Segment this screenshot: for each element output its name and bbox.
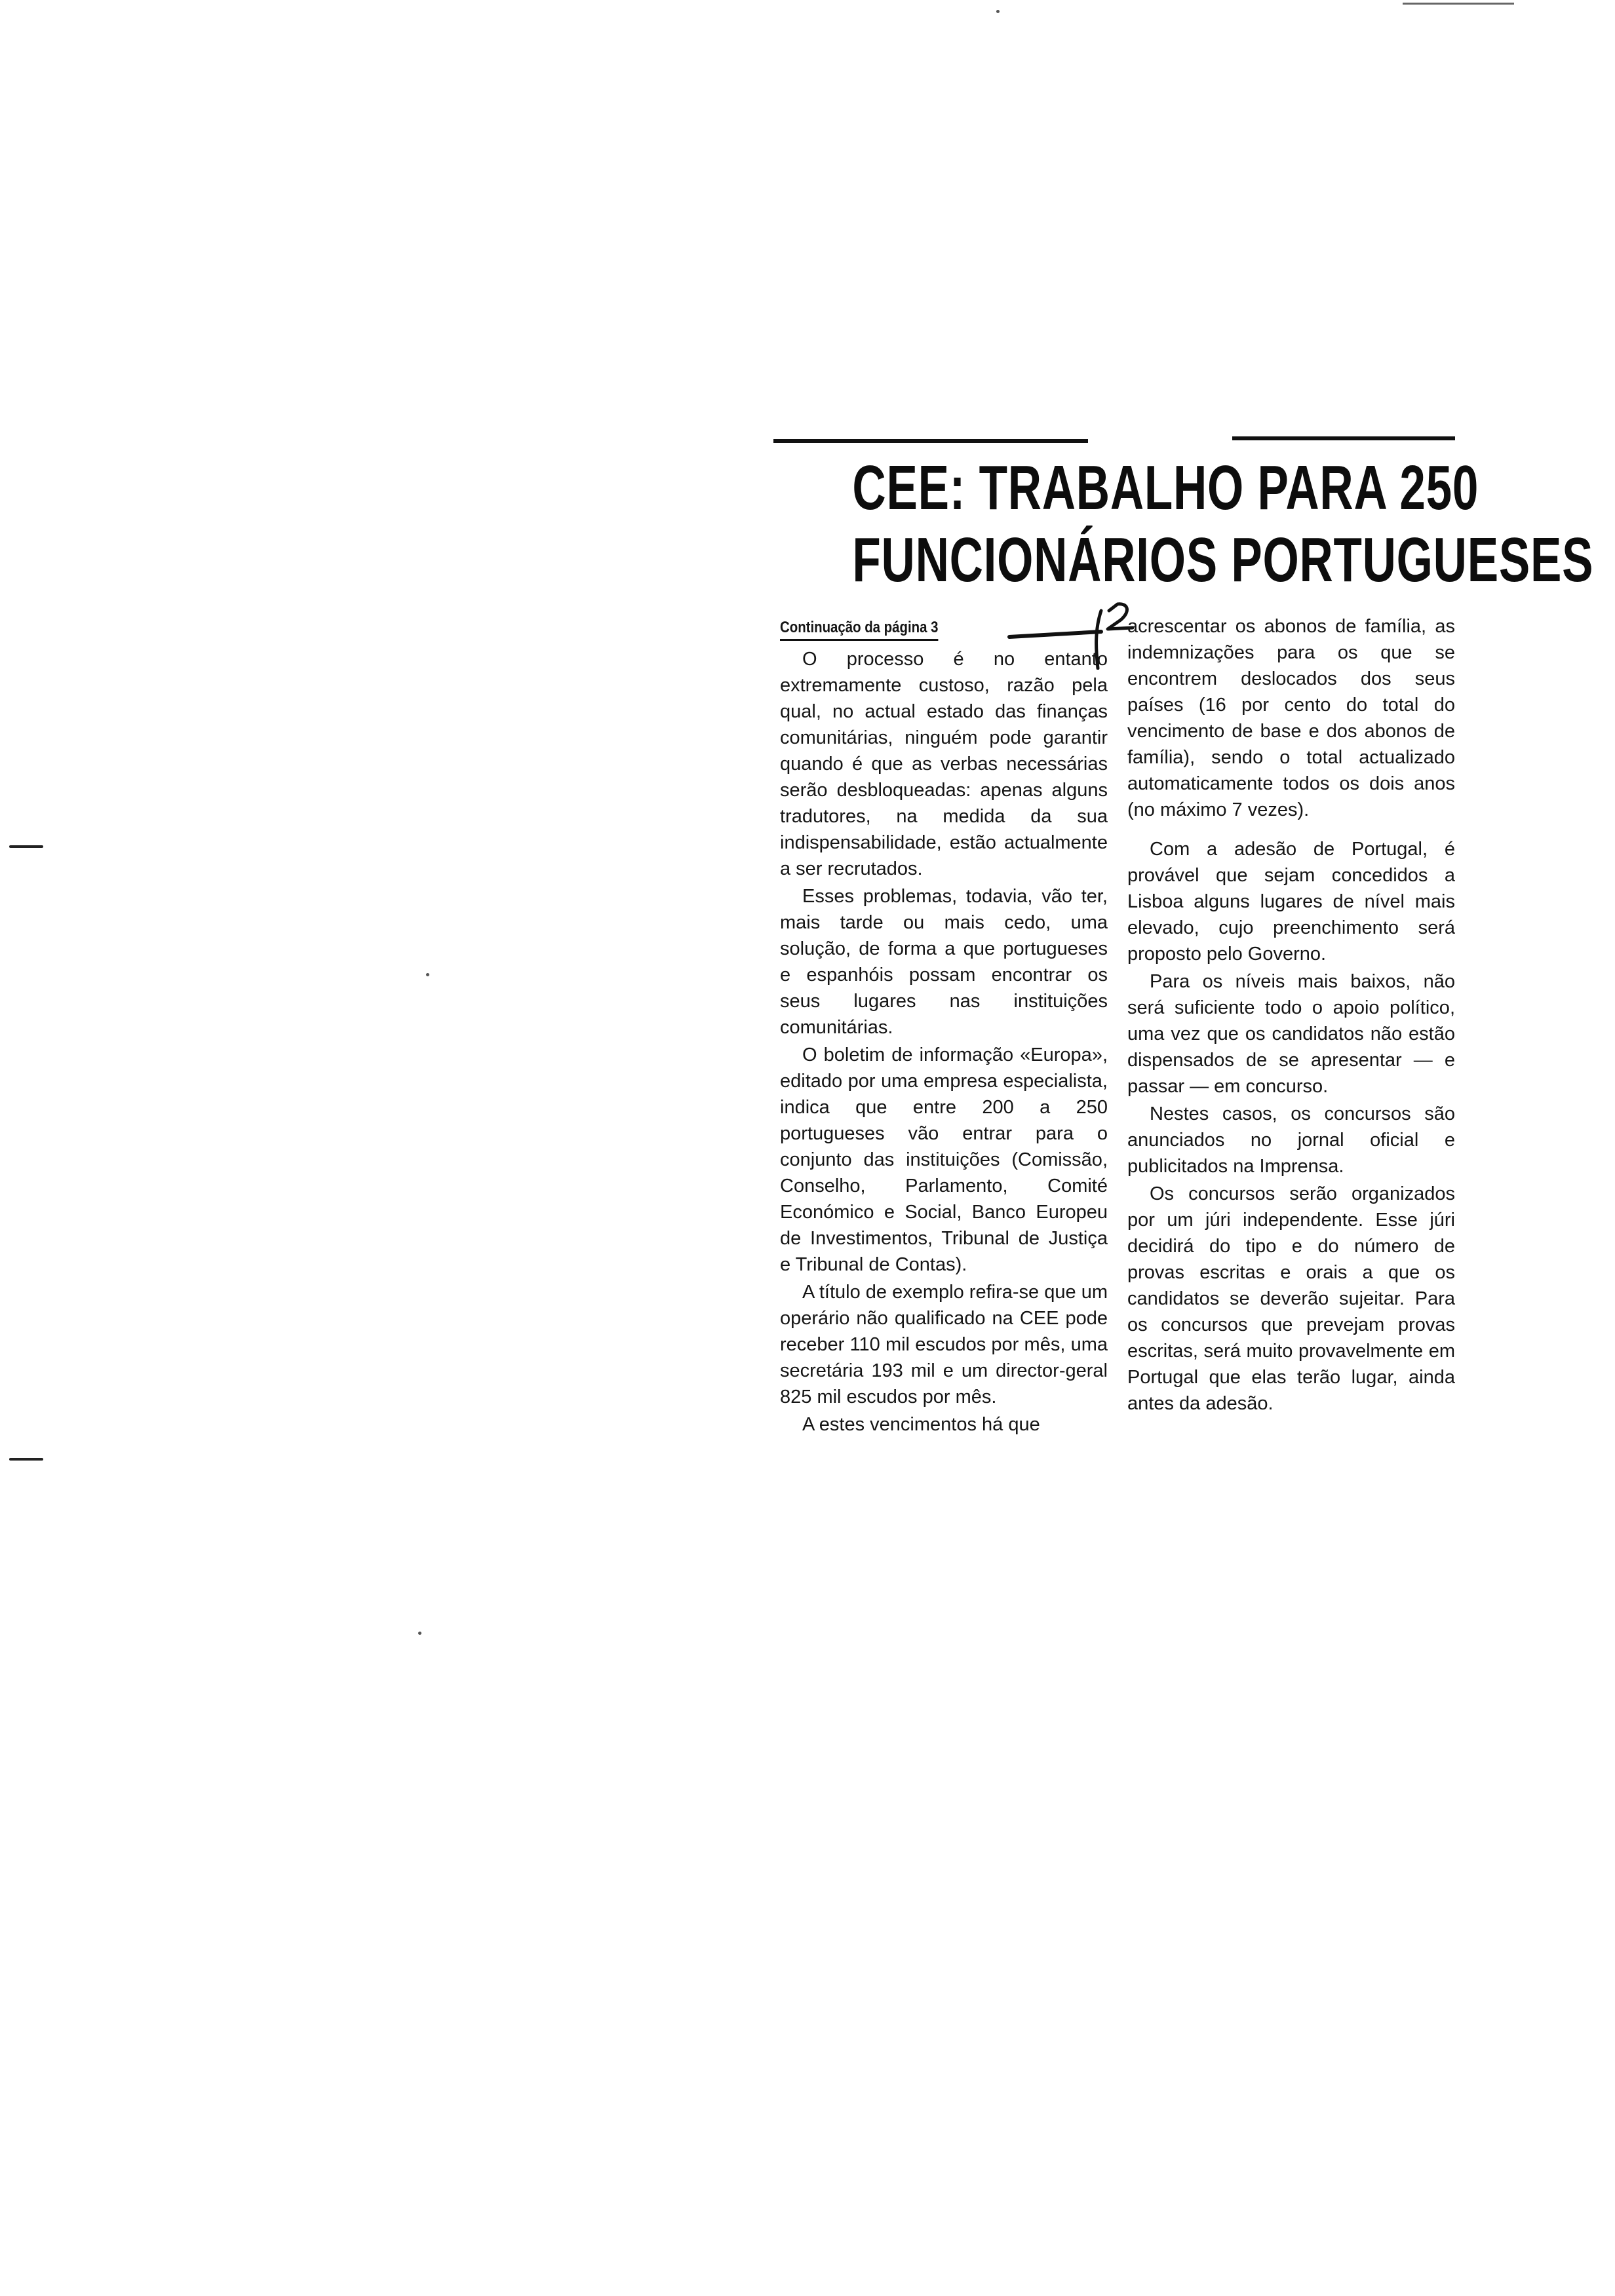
scan-speck (426, 973, 429, 976)
article-paragraph: O processo é no entanto extremamente custoso, razão pela qual, no actual estado das finanças comunitárias, ninguém pode garantir quando é que as verbas necessárias serão desbloqueadas: apenas alguns tradutores, na medida da sua indispensabilidade, estão actualmente a ser recrutados. (780, 649, 1108, 879)
article-column-right (1127, 613, 1455, 1417)
scan-artifact-line (1403, 3, 1514, 5)
headline-rule-left (773, 439, 1088, 443)
continuation-label: Continuação da página 3 (780, 617, 938, 641)
article-paragraph: Os concursos serão organizados por um júri independente. Esse júri decidirá do tipo e do número de provas escritas e orais a que os candidatos se deverão sujeitar. Para os concursos que prevejam provas escritas, será muito provavelmente em Portugal que elas terão lugar, ainda antes da adesão. (1127, 1183, 1455, 1414)
punch-hole-mark (9, 1458, 43, 1461)
article-column-left (780, 613, 1108, 1438)
headline-line-2: FUNCIONÁRIOS PORTUGUESES (852, 525, 1594, 595)
article-paragraph: Esses problemas, todavia, vão ter, mais tarde ou mais cedo, uma solução, de forma a que portugueses e espanhóis possam encontrar os seus lugares nas instituições comunitárias. (780, 886, 1108, 1038)
article-paragraph: Com a adesão de Portugal, é provável que sejam concedidos a Lisboa alguns lugares de nível mais elevado, cujo preenchimento será proposto pelo Governo. (1127, 839, 1455, 965)
article-paragraph: O boletim de informação «Europa», editado por uma empresa especialista, indica que entre 200 a 250 portugueses vão entrar para o conjunto das instituições (Comissão, Conselho, Parlamento, Comité Económico e Social, Banco Europeu de Investimentos, Tribunal de Justiça e Tribunal de Contas). (780, 1044, 1108, 1275)
article-paragraph: acrescentar os abonos de família, as indemnizações para os que se encontrem deslocados dos seus países (16 por cento do total do vencimento de base e dos abonos de família), sendo o total actualizado automaticamente todos os dois anos (no máximo 7 vezes). (1127, 616, 1455, 820)
punch-hole-mark (9, 845, 43, 848)
scan-speck (996, 10, 1000, 13)
headline-rule-right (1232, 436, 1455, 440)
article-headline (852, 452, 1594, 596)
article-paragraph: A estes vencimentos há que (802, 1414, 1040, 1435)
newspaper-clipping (760, 419, 1594, 1573)
article-paragraph: Nestes casos, os concursos são anunciados no jornal oficial e publicitados na Imprensa. (1127, 1103, 1455, 1177)
article-paragraph: Para os níveis mais baixos, não será suficiente todo o apoio político, uma vez que os candidatos não estão dispensados de se apresentar — e passar — em concurso. (1127, 971, 1455, 1097)
scan-speck (418, 1632, 421, 1635)
headline-line-1: CEE: TRABALHO PARA 250 (852, 453, 1479, 523)
article-paragraph: A título de exemplo refira-se que um operário não qualificado na CEE pode receber 110 mil escudos por mês, uma secretária 193 mil e um director-geral 825 mil escudos por mês. (780, 1282, 1108, 1407)
